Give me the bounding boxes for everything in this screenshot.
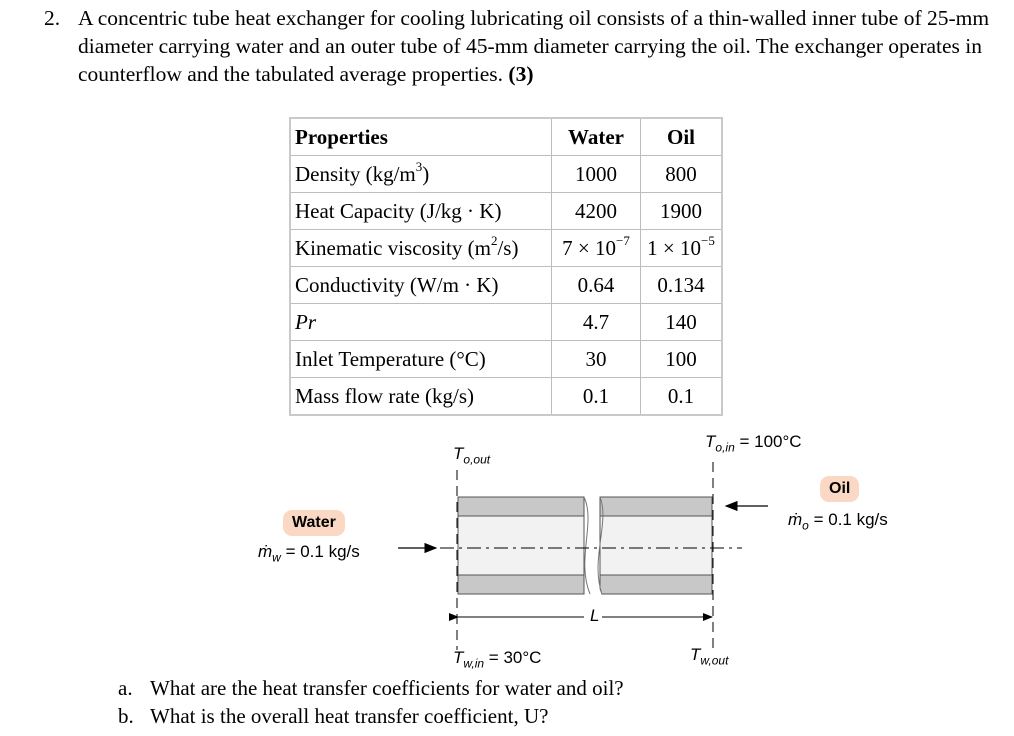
header-water: Water [552, 118, 641, 156]
oil-value: 140 [641, 304, 723, 341]
water-value: 0.1 [552, 378, 641, 416]
problem-number: 2. [44, 6, 61, 30]
row-label: Pr [290, 304, 552, 341]
water-value: 0.64 [552, 267, 641, 304]
t-w-out-label: $T_{w,out}$ [690, 645, 729, 668]
problem-text: A concentric tube heat exchanger for cooling lubricating oil consists of a thin-walled inner tube of 25-mm diameter carrying water and an outer tube of 45-mm diameter carrying the oil. The exchanger operates in counterflow and the tabulated average properties. [78, 6, 990, 86]
oil-value: 100 [641, 341, 723, 378]
oil-badge: Oil [820, 476, 859, 502]
question-letter: b. [118, 704, 134, 728]
t-w-in-label: $T_{w,in} = 30^\circ C$ [453, 648, 542, 671]
water-value: 4.7 [552, 304, 641, 341]
question-text: What are the heat transfer coefficients for water and oil? [150, 676, 624, 700]
row-label: Conductivity (W/m · K) [290, 267, 552, 304]
oil-value: 800 [641, 156, 723, 193]
water-value: 1000 [552, 156, 641, 193]
oil-value: 1900 [641, 193, 723, 230]
tube-right-section [600, 497, 712, 594]
oil-flow-label: ṁ$_o$ = 0.1 kg/s [788, 510, 888, 533]
question-letter: a. [118, 676, 133, 700]
oil-value: 0.134 [641, 267, 723, 304]
oil-value: $1 \times 10^{-5}$ [641, 230, 723, 267]
questions-list [118, 674, 624, 730]
row-label: Kinematic viscosity $(m^2/s)$ [290, 230, 552, 267]
water-value: 4200 [552, 193, 641, 230]
header-oil: Oil [641, 118, 723, 156]
tube-left-section [458, 497, 584, 594]
list-item [118, 702, 624, 730]
oil-value: 0.1 [641, 378, 723, 416]
list-item [118, 674, 624, 702]
t-o-out-label: $T_{o,out}$ [453, 444, 491, 467]
water-value: 30 [552, 341, 641, 378]
length-label: L [590, 606, 600, 625]
water-flow-label: ṁ$_w$ = 0.1 kg/s [258, 542, 360, 565]
t-o-in-label: $T_{o,in} = 100^\circ C$ [705, 432, 802, 455]
water-value: $7 \times 10^{-7}$ [552, 230, 641, 267]
row-label: Mass flow rate (kg/s) [290, 378, 552, 416]
header-properties: Properties [290, 118, 552, 156]
row-label: Inlet Temperature (°C) [290, 341, 552, 378]
water-badge: Water [283, 510, 345, 536]
question-text: What is the overall heat transfer coefficient, U? [150, 704, 549, 728]
problem-marks: (3) [508, 62, 534, 86]
row-label: Density $(kg/m^3)$ [290, 156, 552, 193]
row-label: Heat Capacity (J/kg · K) [290, 193, 552, 230]
